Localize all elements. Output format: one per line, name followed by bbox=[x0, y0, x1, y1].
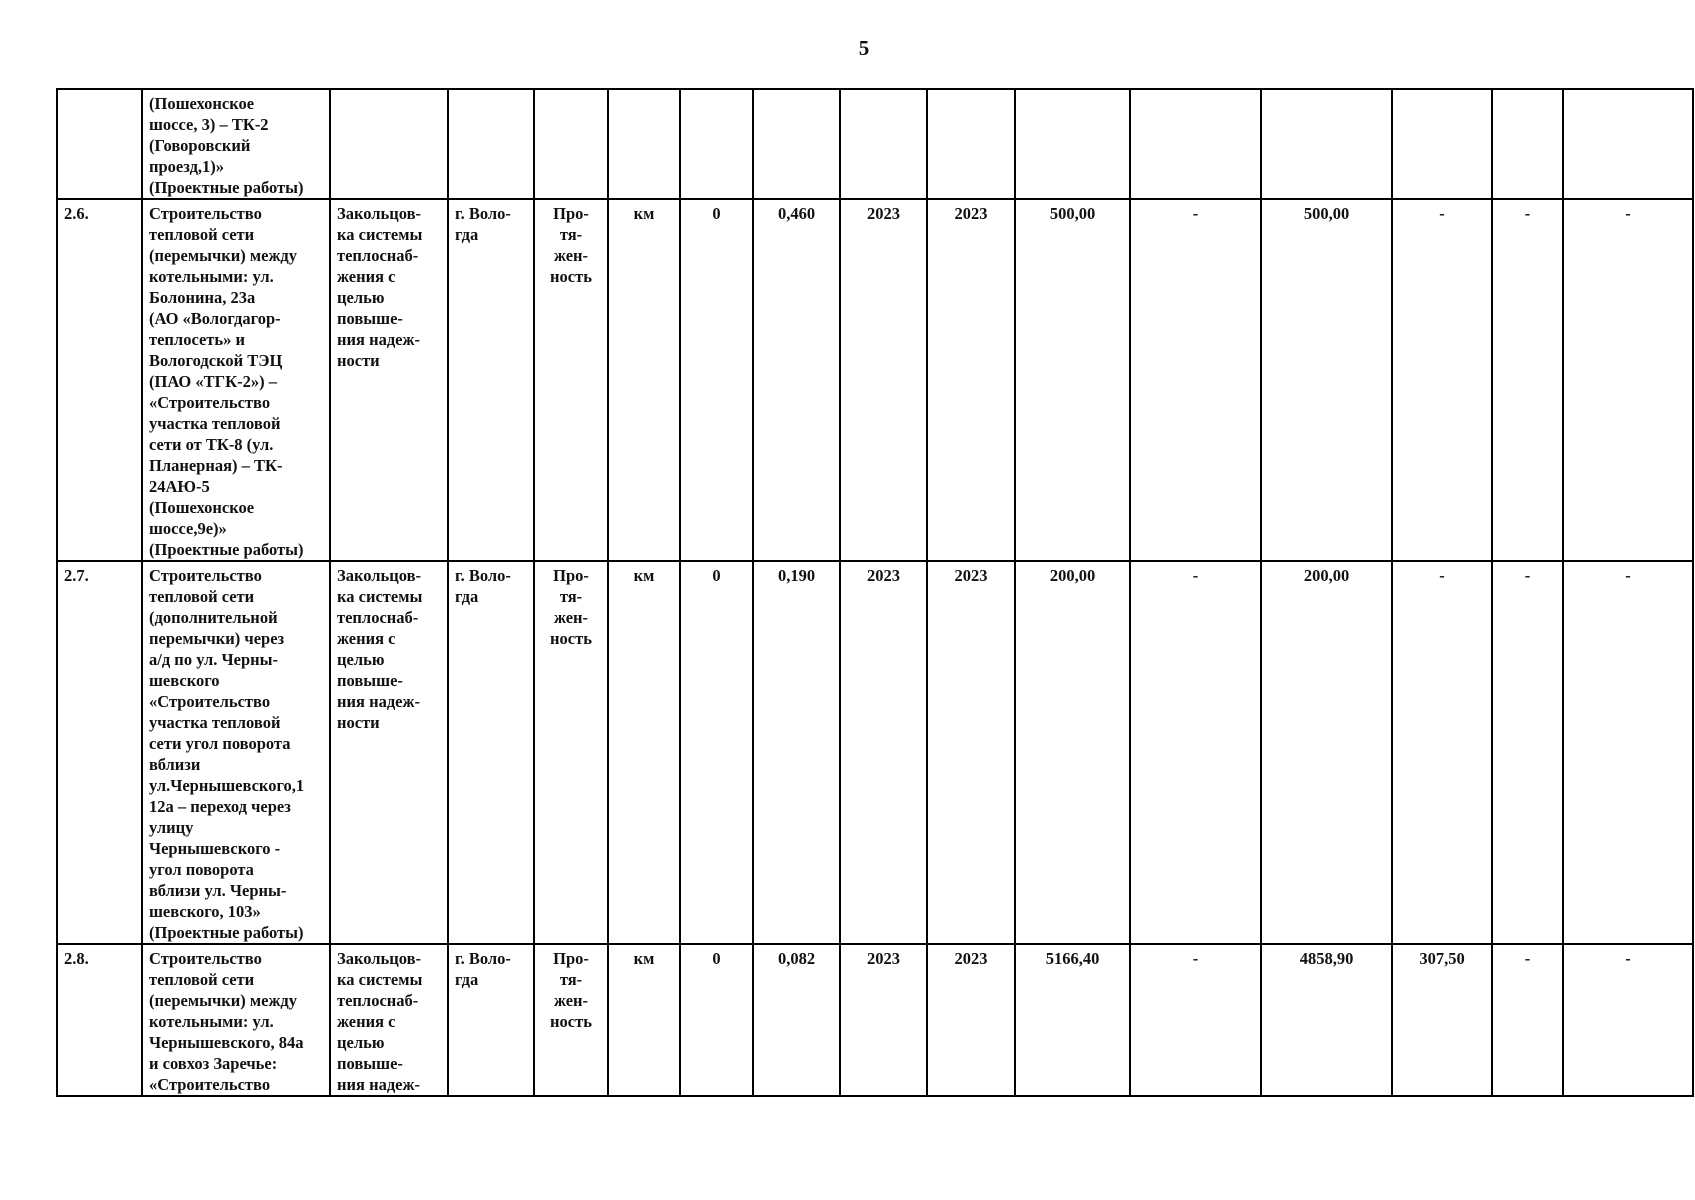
cell-cost-5: - bbox=[1563, 944, 1693, 1096]
cell-cost-1: - bbox=[1130, 944, 1261, 1096]
cell-unit: км bbox=[608, 561, 680, 944]
cell-cost-1: - bbox=[1130, 561, 1261, 944]
cell-purpose bbox=[330, 89, 448, 199]
cell-indicator bbox=[534, 89, 608, 199]
cell-purpose: Закольцов- ка системы теплоснаб- жения с целью повыше- ния надеж- ности bbox=[330, 199, 448, 561]
cell-cost-3 bbox=[1392, 89, 1492, 199]
cell-project-name: Строительство тепловой сети (дополнительной перемычки) через а/д по ул. Черны- шевского «Строительство участка тепловой сети угол поворота вблизи ул.Чернышевского,1 12а – переход через улицу Чернышевского - угол поворота вблизи ул. Черны- шевского, 103» (Проектные работы) bbox=[142, 561, 330, 944]
investment-program-table bbox=[56, 88, 1694, 1097]
cell-indicator: Про- тя- жен- ность bbox=[534, 944, 608, 1096]
cell-cost-3: - bbox=[1392, 561, 1492, 944]
cell-value-after: 0,460 bbox=[753, 199, 840, 561]
cell-year-end: 2023 bbox=[927, 561, 1015, 944]
table-row bbox=[57, 944, 1693, 1096]
cell-row-number: 2.6. bbox=[57, 199, 142, 561]
cell-project-name: Строительство тепловой сети (перемычки) между котельными: ул. Болонина, 23а (АО «Вологдагор- теплосеть» и Вологодской ТЭЦ (ПАО «ТГК-2») – «Строительство участка тепловой сети от ТК-8 (ул. Планерная) – ТК- 24АЮ-5 (Пошехонское шоссе,9е)» (Проектные работы) bbox=[142, 199, 330, 561]
cell-year-end: 2023 bbox=[927, 944, 1015, 1096]
cell-value-after bbox=[753, 89, 840, 199]
cell-cost-4 bbox=[1492, 89, 1563, 199]
cell-value-after: 0,190 bbox=[753, 561, 840, 944]
cell-value-before: 0 bbox=[680, 561, 753, 944]
cell-unit bbox=[608, 89, 680, 199]
cell-cost-2: 500,00 bbox=[1261, 199, 1392, 561]
cell-location: г. Воло- гда bbox=[448, 199, 534, 561]
cell-indicator: Про- тя- жен- ность bbox=[534, 199, 608, 561]
cell-cost-4: - bbox=[1492, 944, 1563, 1096]
table-row bbox=[57, 89, 1693, 199]
cell-year-start: 2023 bbox=[840, 561, 927, 944]
cell-project-name: Строительство тепловой сети (перемычки) между котельными: ул. Чернышевского, 84а и совхоз Заречье: «Строительство bbox=[142, 944, 330, 1096]
cell-total-cost: 200,00 bbox=[1015, 561, 1130, 944]
cell-unit: км bbox=[608, 944, 680, 1096]
cell-cost-4: - bbox=[1492, 199, 1563, 561]
cell-value-after: 0,082 bbox=[753, 944, 840, 1096]
cell-row-number bbox=[57, 89, 142, 199]
cell-location bbox=[448, 89, 534, 199]
cell-cost-2 bbox=[1261, 89, 1392, 199]
cell-project-name: (Пошехонское шоссе, 3) – ТК-2 (Говоровский проезд,1)» (Проектные работы) bbox=[142, 89, 330, 199]
cell-value-before: 0 bbox=[680, 199, 753, 561]
cell-cost-2: 4858,90 bbox=[1261, 944, 1392, 1096]
cell-year-end bbox=[927, 89, 1015, 199]
cell-row-number: 2.7. bbox=[57, 561, 142, 944]
cell-year-end: 2023 bbox=[927, 199, 1015, 561]
cell-total-cost: 500,00 bbox=[1015, 199, 1130, 561]
table-row bbox=[57, 199, 1693, 561]
cell-cost-4: - bbox=[1492, 561, 1563, 944]
cell-cost-5 bbox=[1563, 89, 1693, 199]
cell-cost-3: - bbox=[1392, 199, 1492, 561]
cell-indicator: Про- тя- жен- ность bbox=[534, 561, 608, 944]
cell-year-start: 2023 bbox=[840, 944, 927, 1096]
cell-total-cost bbox=[1015, 89, 1130, 199]
cell-cost-5: - bbox=[1563, 199, 1693, 561]
cell-cost-1: - bbox=[1130, 199, 1261, 561]
cell-value-before: 0 bbox=[680, 944, 753, 1096]
cell-unit: км bbox=[608, 199, 680, 561]
cell-purpose: Закольцов- ка системы теплоснаб- жения с целью повыше- ния надеж- ности bbox=[330, 561, 448, 944]
cell-year-start: 2023 bbox=[840, 199, 927, 561]
cell-location: г. Воло- гда bbox=[448, 561, 534, 944]
cell-value-before bbox=[680, 89, 753, 199]
cell-purpose: Закольцов- ка системы теплоснаб- жения с целью повыше- ния надеж- bbox=[330, 944, 448, 1096]
cell-cost-5: - bbox=[1563, 561, 1693, 944]
cell-cost-2: 200,00 bbox=[1261, 561, 1392, 944]
cell-year-start bbox=[840, 89, 927, 199]
cell-cost-1 bbox=[1130, 89, 1261, 199]
cell-total-cost: 5166,40 bbox=[1015, 944, 1130, 1096]
cell-location: г. Воло- гда bbox=[448, 944, 534, 1096]
table-row bbox=[57, 561, 1693, 944]
page-number: 5 bbox=[858, 36, 870, 60]
cell-row-number: 2.8. bbox=[57, 944, 142, 1096]
cell-cost-3: 307,50 bbox=[1392, 944, 1492, 1096]
